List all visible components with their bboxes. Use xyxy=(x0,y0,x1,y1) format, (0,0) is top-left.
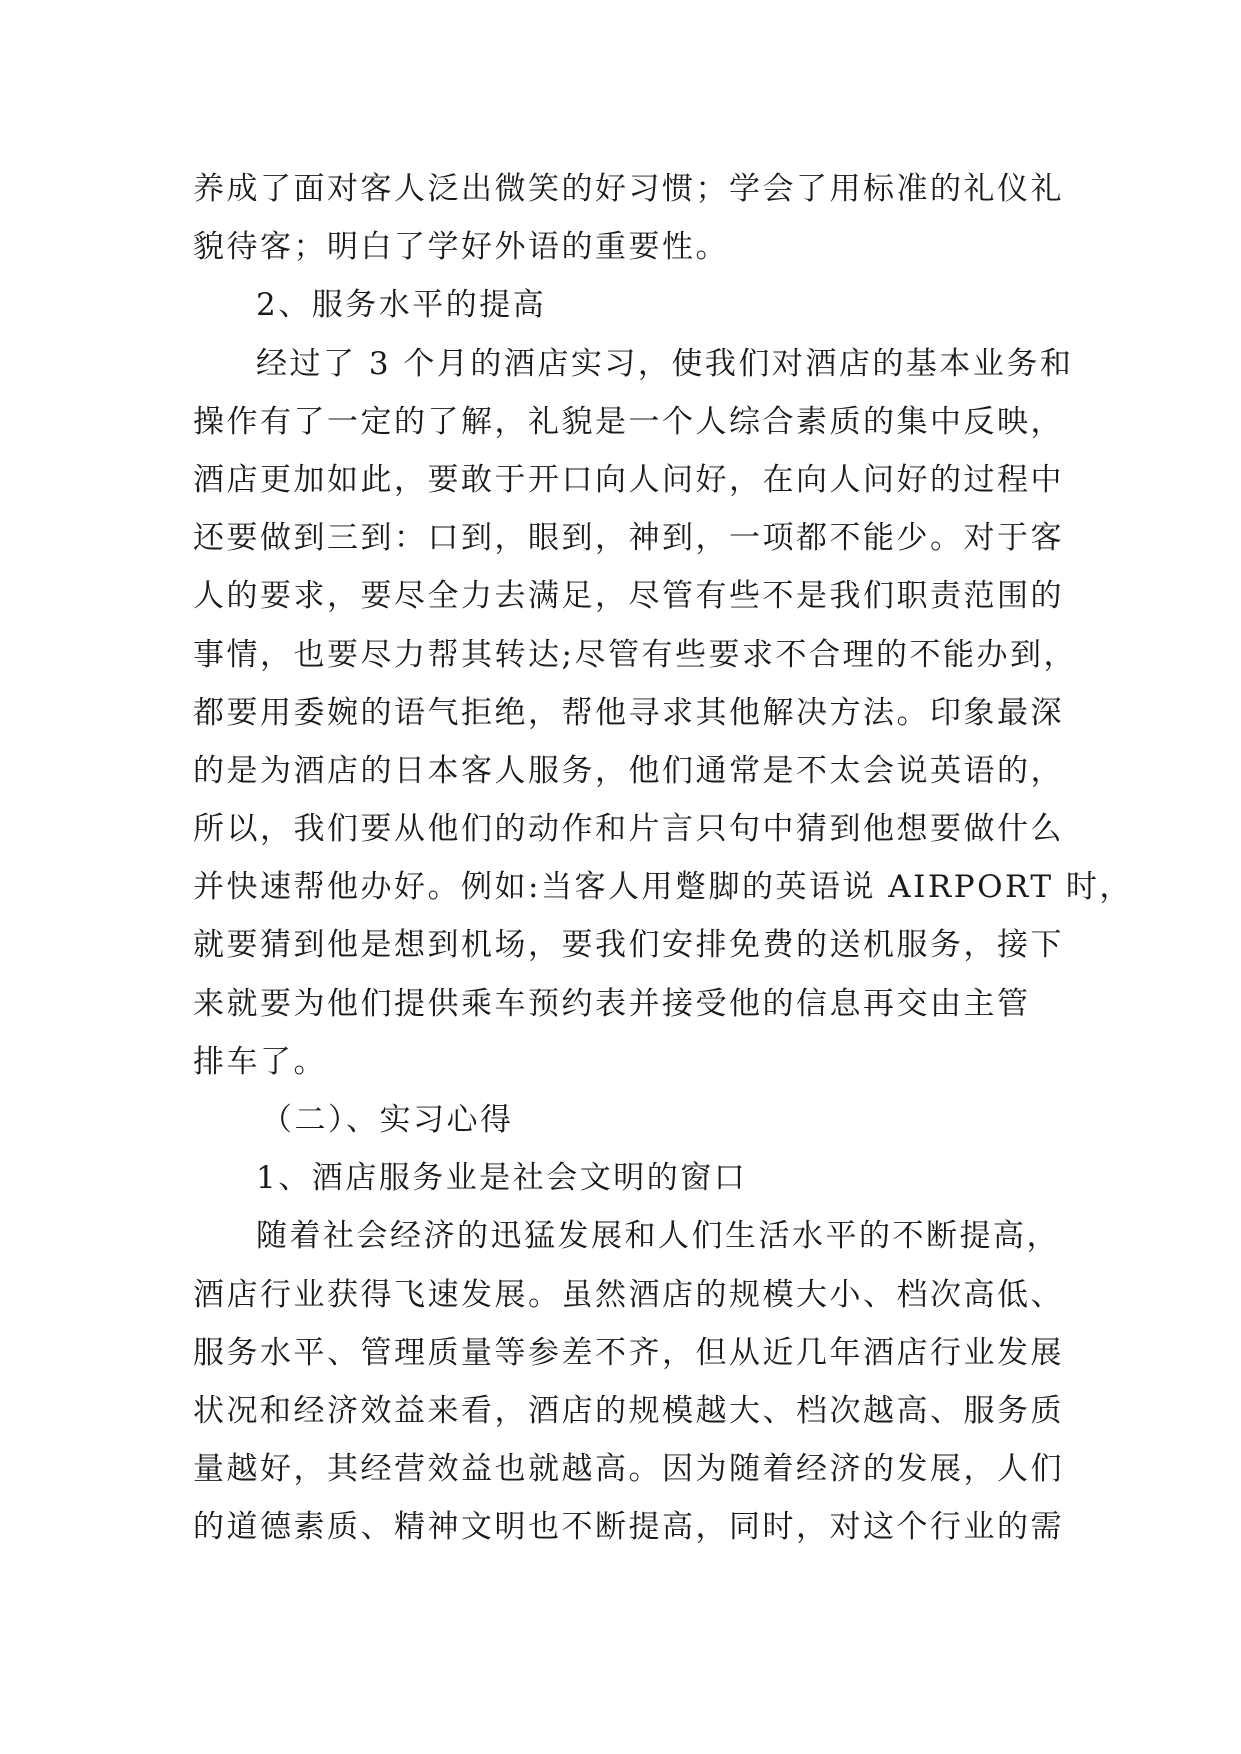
paragraph-start: 经过了 3 个月的酒店实习，使我们对酒店的基本业务和 xyxy=(256,345,1074,382)
text-line: 的是为酒店的日本客人服务，他们通常是不太会说英语的， xyxy=(193,752,1064,789)
text-line: 服务水平、管理质量等参差不齐，但从近几年酒店行业发展 xyxy=(193,1334,1064,1371)
subsection-heading: 1、酒店服务业是社会文明的窗口 xyxy=(256,1160,748,1197)
text-line: 貌待客；明白了学好外语的重要性。 xyxy=(193,229,729,266)
text-line: 状况和经济效益来看，酒店的规模越大、档次越高、服务质 xyxy=(193,1392,1064,1429)
text-line: 所以，我们要从他们的动作和片言只句中猜到他想要做什么 xyxy=(193,811,1064,848)
text-line: 还要做到三到：口到，眼到，神到，一项都不能少。对于客 xyxy=(193,520,1064,557)
text-line: 酒店行业获得飞速发展。虽然酒店的规模大小、档次高低、 xyxy=(193,1276,1064,1313)
text-line: 人的要求，要尽全力去满足，尽管有些不是我们职责范围的 xyxy=(193,578,1064,615)
text-line: 并快速帮他办好。例如:当客人用蹩脚的英语说 AIRPORT 时， xyxy=(193,869,1133,906)
text-line: 就要猜到他是想到机场，要我们安排免费的送机服务，接下 xyxy=(193,927,1064,964)
text-line: 来就要为他们提供乘车预约表并接受他的信息再交由主管 xyxy=(193,985,1031,1022)
text-line: 的道德素质、精神文明也不断提高，同时，对这个行业的需 xyxy=(193,1509,1064,1546)
text-line: 酒店更加如此，要敢于开口向人问好，在向人问好的过程中 xyxy=(193,461,1064,498)
text-line: 都要用委婉的语气拒绝，帮他寻求其他解决方法。印象最深 xyxy=(193,694,1064,731)
document-body xyxy=(193,160,1133,1557)
paragraph-start: 随着社会经济的迅猛发展和人们生活水平的不断提高， xyxy=(256,1218,1060,1255)
text-line: 操作有了一定的了解，礼貌是一个人综合素质的集中反映， xyxy=(193,403,1064,440)
section-heading: 2、服务水平的提高 xyxy=(256,287,547,324)
text-line: 养成了面对客人泛出微笑的好习惯；学会了用标准的礼仪礼 xyxy=(193,171,1064,207)
section-heading: （二）、实习心得 xyxy=(261,1102,514,1138)
text-line: 事情，也要尽力帮其转达;尽管有些要求不合理的不能办到， xyxy=(193,636,1077,673)
text-line: 量越好，其经营效益也就越高。因为随着经济的发展，人们 xyxy=(193,1451,1064,1488)
text-line: 排车了。 xyxy=(193,1043,327,1080)
